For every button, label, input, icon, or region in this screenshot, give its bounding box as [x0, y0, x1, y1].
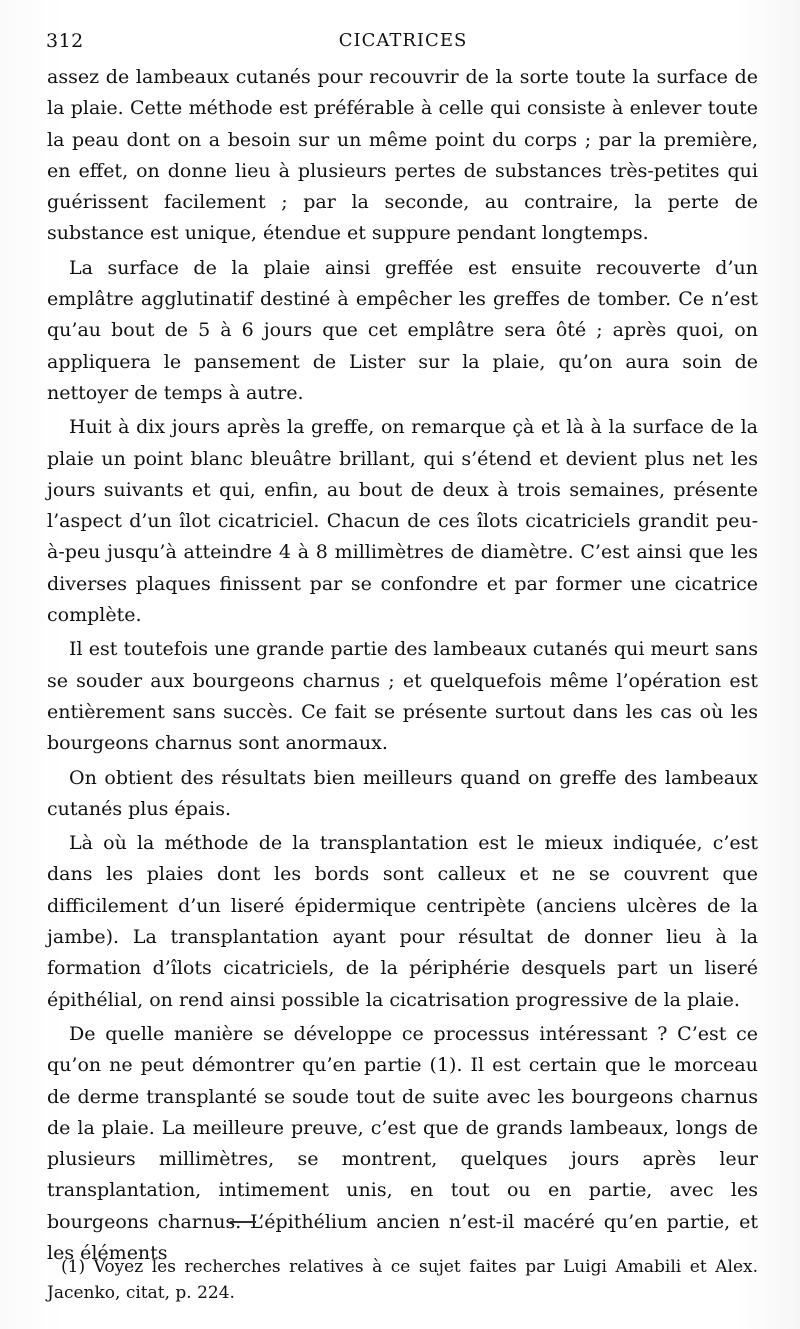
paragraph: Il est toutefois une grande partie des lambeaux cutanés qui meurt sans se souder aux bourgeons charnus ; et quelquefois même l’opération est entièrement sans succès. Ce fait se présente surtout dans les cas où les bourgeons charnus sont anormaux. [47, 638, 758, 755]
paragraph: La surface de la plaie ainsi greffée est ensuite recouverte d’un emplâtre agglutinatif destiné à empêcher les greffes de tomber. Ce n’est qu’au bout de 5 à 6 jours que cet emplâtre sera ôté ; après quoi, on appliquera le pansement de Lister sur la plaie, qu’on aura soin de nettoyer de temps à autre. [47, 256, 758, 404]
running-head [46, 30, 760, 56]
footnote-divider [230, 1221, 256, 1223]
page-number: 312 [46, 30, 84, 52]
paragraph: Là où la méthode de la transplantation est le mieux indiquée, c’est dans les plaies dont les bords sont calleux et ne se couvrent que difficilement d’un liseré épidermique centripète (anciens ulcères de la jambe). La transplantation ayant pour résultat de donner lieu à la formation d’îlots cicatriciels, de la périphérie desquels part un liseré épithélial, on rend ainsi possible la cicatrisation progressive de la plaie. [47, 832, 758, 1011]
paragraph: Huit à dix jours après la greffe, on remarque çà et là à la surface de la plaie un point blanc bleuâtre brillant, qui s’étend et devient plus net les jours suivants et qui, enfin, au bout de deux à trois semaines, présente l’aspect d’un îlot cicatriciel. Chacun de ces îlots cicatriciels grandit peu-à-peu jusqu’à atteindre 4 à 8 millimètres de diamètre. C’est ainsi que les diverses plaques finissent par se confondre et par former une cicatrice complète. [47, 416, 758, 627]
body-text [47, 62, 758, 1269]
paragraph: On obtient des résultats bien meilleurs quand on greffe des lambeaux cutanés plus épais. [47, 766, 758, 820]
chapter-title: CICATRICES [338, 30, 468, 51]
paragraph-continuation: assez de lambeaux cutanés pour recouvrir de la sorte toute la surface de la plaie. Cette méthode est préférable à celle qui consiste à enlever toute la peau dont on a besoin sur un même point du corps ; par la première, en effet, on donne lieu à plusieurs pertes de substances très-petites qui guérissent facilement ; par la seconde, au contraire, la perte de substance est unique, étendue et suppure pendant longtemps. [47, 66, 758, 245]
paragraph: De quelle manière se développe ce processus intéressant ? C’est ce qu’on ne peut démontrer qu’en partie (1). Il est certain que le morceau de derme transplanté se soude tout de suite avec les bourgeons charnus de la plaie. La meilleure preuve, c’est que de grands lambeaux, longs de plusieurs millimètres, se montrent, quelques jours après leur transplantation, intimement unis, en tout ou en partie, avec les bourgeons charnus. L’épithélium ancien n’est-il macéré qu’en partie, et les éléments [47, 1022, 758, 1264]
footnote: (1) Voyez les recherches relatives à ce sujet faites par Luigi Amabili et Alex. Jacenko, citat, p. 224. [47, 1257, 758, 1303]
